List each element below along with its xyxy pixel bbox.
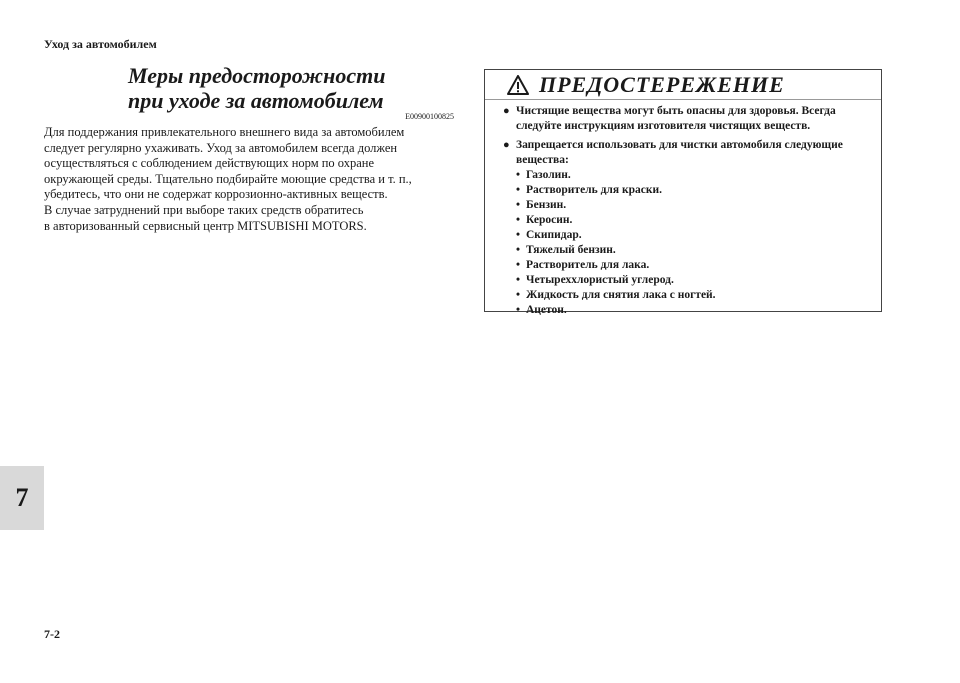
warning-header [485,70,881,100]
running-head: Уход за автомобилем [44,37,157,51]
warning-item-text: Запрещается использовать для чистки автомобиля следующие вещества: [516,139,843,166]
substance-item: • Газолин. [516,169,571,181]
warning-title: ПРЕДОСТЕРЕЖЕНИЕ [539,71,785,97]
substance-item: • Четыреххлористый углерод. [516,274,674,286]
section-title [128,63,385,113]
substance-item: • Скипидар. [516,229,582,241]
chapter-tab: 7 [0,466,44,530]
bullet-dot: ● [503,139,510,151]
page-number: 7-2 [44,627,60,641]
section-body-text [44,125,464,234]
section-title-line-1: Меры предосторожности [128,63,386,88]
substance-item: • Растворитель для краски. [516,184,662,196]
warning-item [503,138,867,318]
bullet-dot: ● [503,105,510,117]
substance-item: • Жидкость для снятия лака с ногтей. [516,289,716,301]
body-line: осуществляться с соблюдением действующих норм по охране [44,156,375,171]
section-title-line-2: при уходе за автомобилем [128,88,384,113]
body-line: окружающей среды. Тщательно подбирайте моющие средства и т. п., [44,171,412,186]
warning-item [503,104,867,134]
substance-item: • Ацетон. [516,304,567,316]
reference-code: E00900100825 [405,112,454,121]
substance-item: • Тяжелый бензин. [516,244,616,256]
body-line: убедитесь, что они не содержат коррозионно-активных веществ. [44,187,388,202]
substance-item: • Керосин. [516,214,573,226]
substance-item: • Растворитель для лака. [516,259,650,271]
body-line: Для поддержания привлекательного внешнего вида за автомобилем [44,125,405,139]
body-line: В случае затруднений при выборе таких средств обратитесь [44,202,364,217]
body-line: в авторизованный сервисный центр MITSUBISHI MOTORS. [44,218,367,233]
body-line: следует регулярно ухаживать. Уход за автомобилем всегда должен [44,140,398,155]
substance-list [516,168,867,318]
substance-item: • Бензин. [516,199,567,211]
warning-item-text: Чистящие вещества могут быть опасны для здоровья. Всегда следуйте инструкциям изготовителя чистящих веществ. [516,105,836,132]
warning-body [485,100,881,318]
warning-box [484,69,882,316]
warning-triangle-icon [507,75,529,95]
